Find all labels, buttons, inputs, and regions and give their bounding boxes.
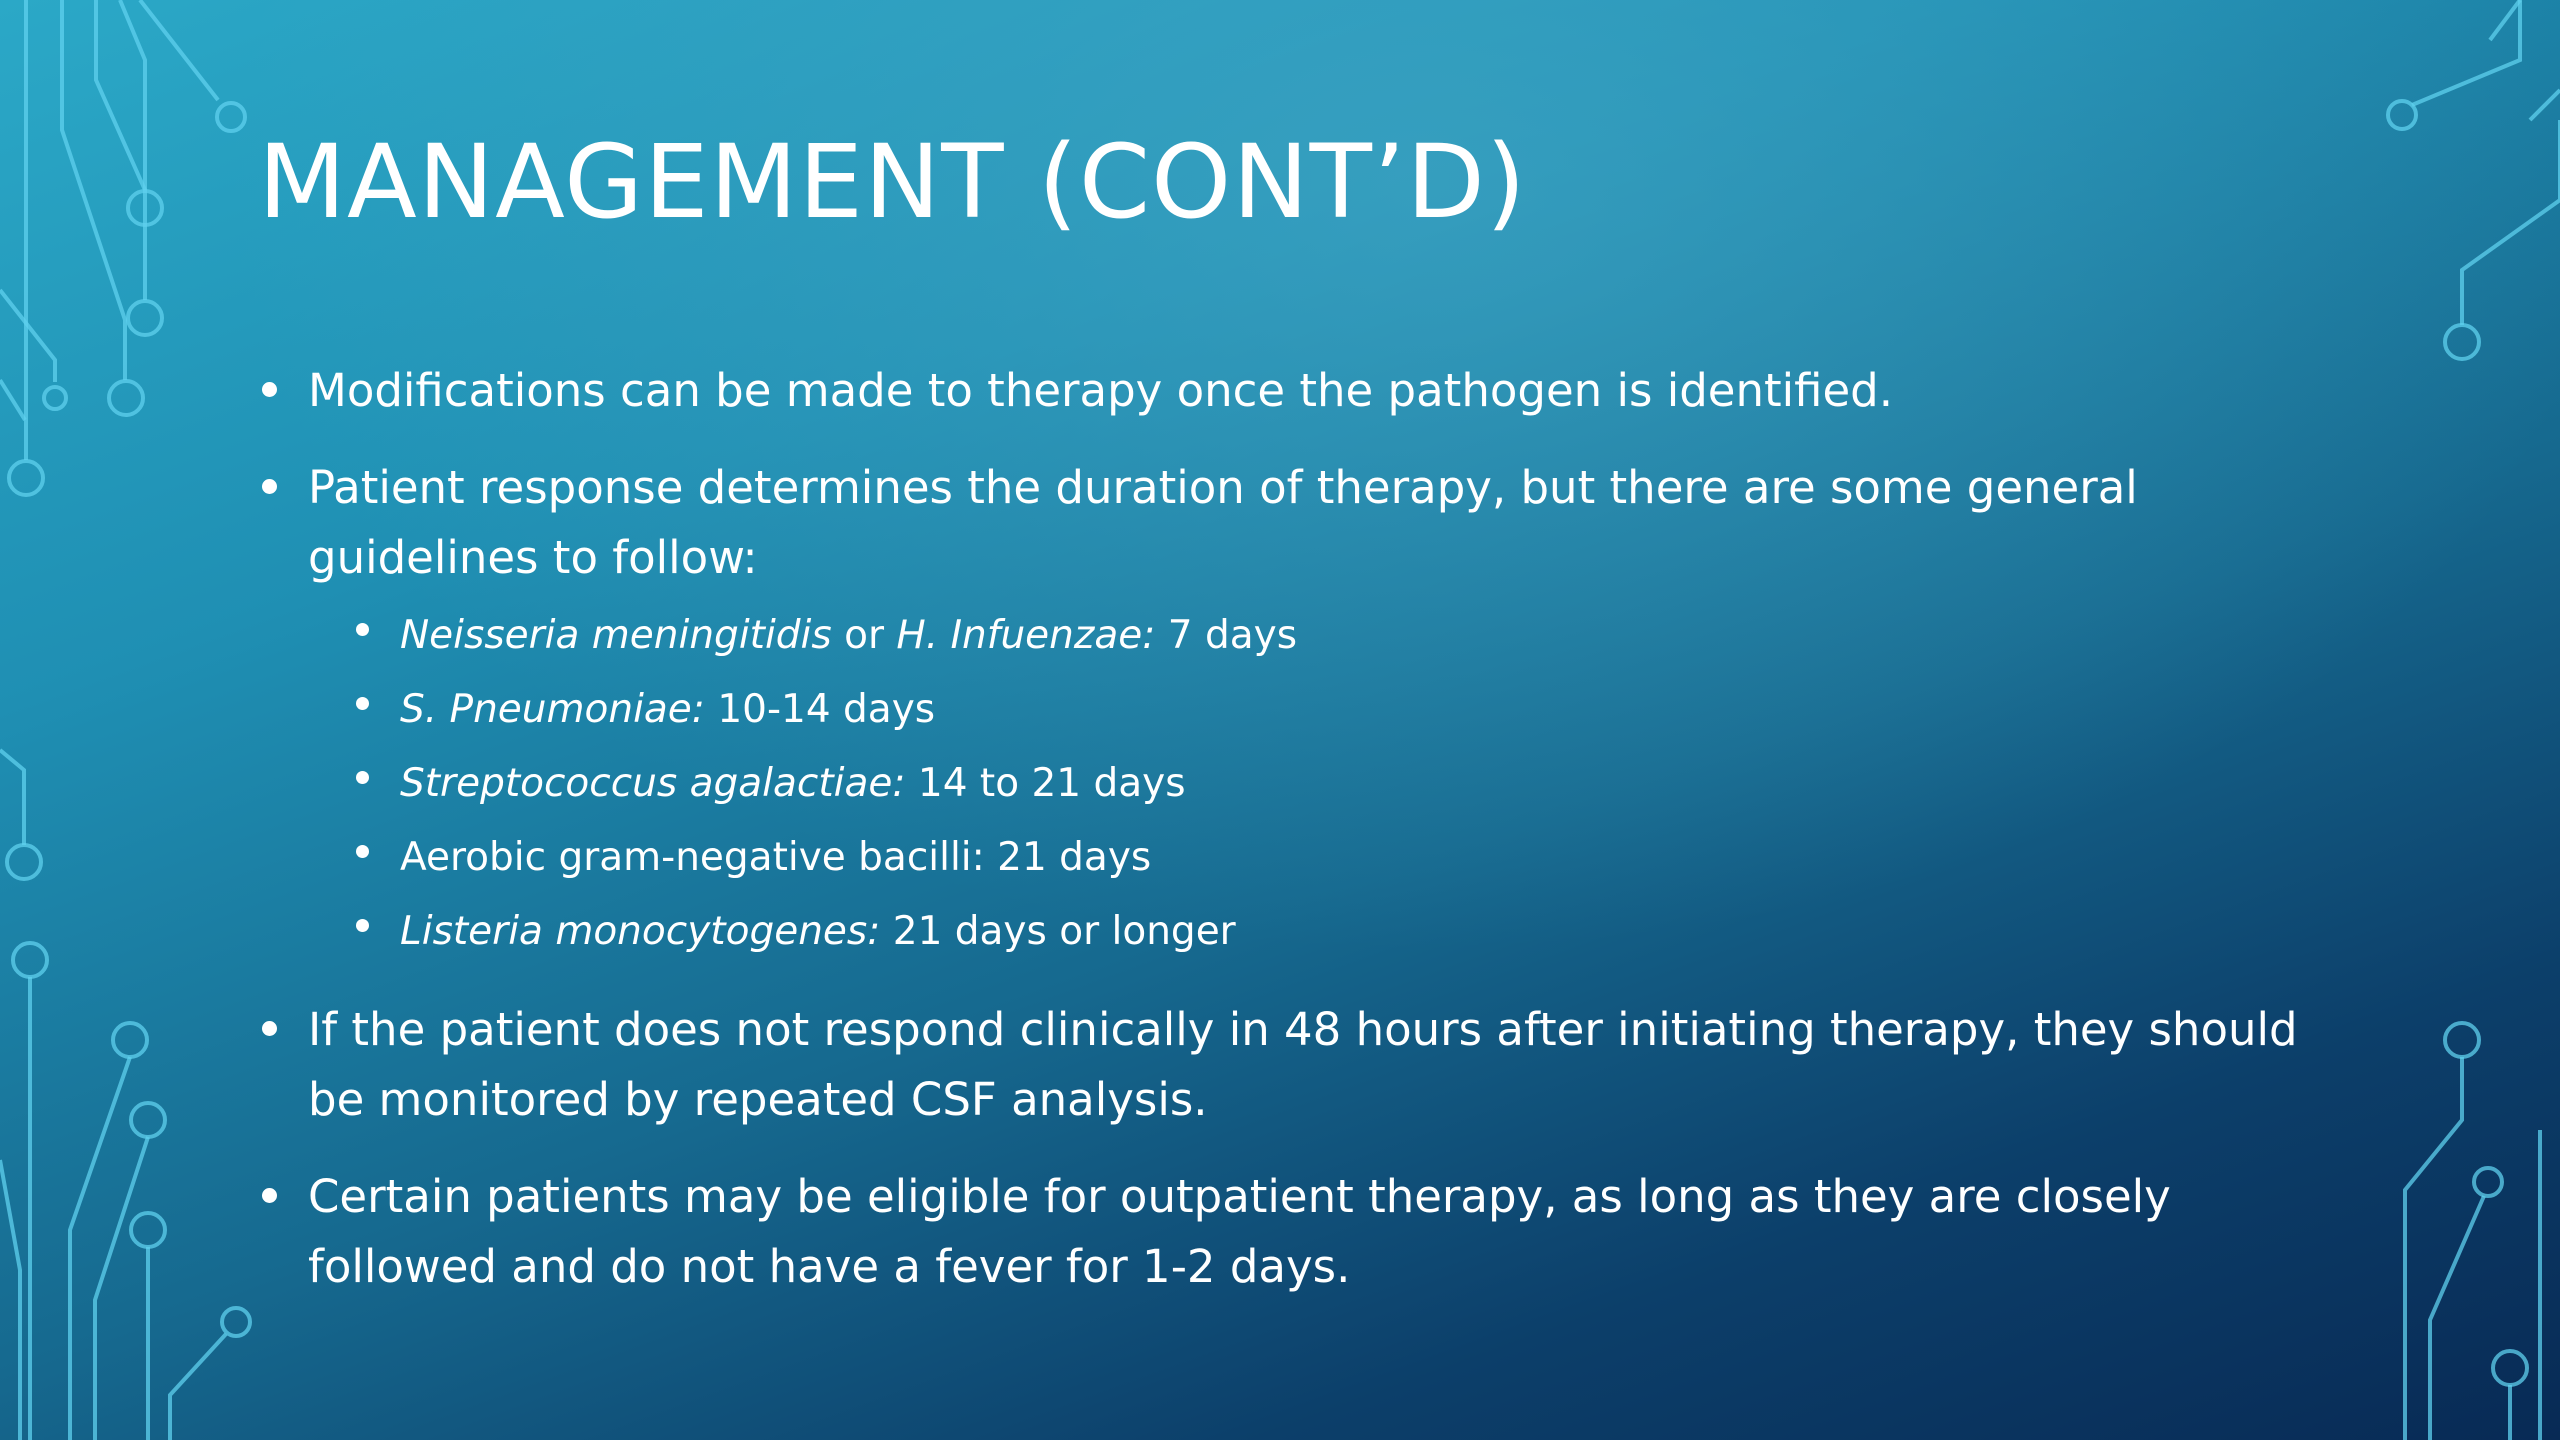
bullet-dot-icon bbox=[262, 382, 277, 397]
bullet-item bbox=[258, 1162, 2328, 1302]
circuit-line bbox=[2462, 120, 2560, 325]
circuit-node bbox=[217, 103, 245, 131]
circuit-node bbox=[2493, 1351, 2527, 1385]
circuit-node bbox=[9, 461, 43, 495]
circuit-line bbox=[2405, 1057, 2462, 1440]
circuit-node bbox=[44, 387, 66, 409]
bullet-dot-icon bbox=[356, 771, 369, 784]
bullet-dot-icon bbox=[356, 697, 369, 710]
bullet-text: Patient response determines the duration of therapy, but there are some general guidelines to follow: bbox=[308, 461, 2138, 584]
circuit-node bbox=[131, 1213, 165, 1247]
slide-title: MANAGEMENT (CONT’D) bbox=[258, 123, 1527, 242]
organism-duration-text: Aerobic gram-negative bacilli: 21 days bbox=[400, 835, 1152, 880]
duration-text: 7 days bbox=[1155, 613, 1298, 658]
bullet-item bbox=[258, 453, 2328, 593]
circuit-line bbox=[2430, 1196, 2484, 1440]
slide-body bbox=[258, 356, 2328, 1329]
circuit-line bbox=[120, 0, 145, 190]
bullet-item bbox=[258, 995, 2328, 1135]
sub-bullet-item bbox=[354, 747, 2328, 821]
circuit-node bbox=[113, 1023, 147, 1057]
circuit-line bbox=[95, 1137, 148, 1440]
bullet-text: Certain patients may be eligible for outpatient therapy, as long as they are closely followed and do not have a fever for 1-2 days. bbox=[308, 1170, 2171, 1293]
sub-bullet-item bbox=[354, 599, 2328, 673]
bullet-text: If the patient does not respond clinically in 48 hours after initiating therapy, they should be monitored by repeated CSF analysis. bbox=[308, 1003, 2298, 1126]
circuit-line bbox=[0, 290, 55, 382]
circuit-line bbox=[96, 0, 145, 300]
sub-bullet-list bbox=[258, 599, 2328, 969]
sub-bullet-item bbox=[354, 821, 2328, 895]
bullet-text: Modifications can be made to therapy once the pathogen is identified. bbox=[308, 364, 1894, 417]
circuit-node bbox=[2474, 1168, 2502, 1196]
bullet-item bbox=[258, 356, 2328, 426]
organism-name: Listeria monocytogenes: bbox=[400, 909, 881, 954]
circuit-node bbox=[109, 381, 143, 415]
circuit-node bbox=[222, 1308, 250, 1336]
sub-bullet-item bbox=[354, 673, 2328, 747]
circuit-node bbox=[2445, 325, 2479, 359]
circuit-line bbox=[2530, 90, 2560, 120]
bullet-dot-icon bbox=[356, 623, 369, 636]
bullet-dot-icon bbox=[356, 845, 369, 858]
circuit-line bbox=[70, 1057, 130, 1440]
circuit-node bbox=[128, 191, 162, 225]
circuit-node bbox=[2388, 101, 2416, 129]
bullet-dot-icon bbox=[262, 1021, 277, 1036]
circuit-line bbox=[2490, 0, 2520, 40]
circuit-line bbox=[62, 0, 125, 380]
circuit-node bbox=[131, 1103, 165, 1137]
circuit-node bbox=[128, 301, 162, 335]
circuit-line bbox=[0, 380, 25, 420]
sub-bullet-item bbox=[354, 895, 2328, 969]
circuit-line bbox=[0, 750, 24, 845]
circuit-line bbox=[0, 1160, 20, 1440]
circuit-node bbox=[13, 943, 47, 977]
organism-name: H. Infuenzae: bbox=[896, 613, 1156, 658]
connector-text: or bbox=[831, 613, 897, 658]
duration-text: 14 to 21 days bbox=[905, 761, 1186, 806]
organism-name: Streptococcus agalactiae: bbox=[400, 761, 906, 806]
circuit-node bbox=[2445, 1023, 2479, 1057]
circuit-line bbox=[170, 1334, 226, 1440]
circuit-node bbox=[7, 845, 41, 879]
bullet-dot-icon bbox=[356, 919, 369, 932]
duration-text: 21 days or longer bbox=[880, 909, 1236, 954]
bullet-dot-icon bbox=[262, 1188, 277, 1203]
bullet-dot-icon bbox=[262, 479, 277, 494]
duration-text: 10-14 days bbox=[704, 687, 936, 732]
organism-name: S. Pneumoniae: bbox=[400, 687, 705, 732]
organism-name: Neisseria meningitidis bbox=[400, 613, 832, 658]
circuit-line bbox=[140, 0, 218, 100]
circuit-line bbox=[2412, 0, 2520, 105]
